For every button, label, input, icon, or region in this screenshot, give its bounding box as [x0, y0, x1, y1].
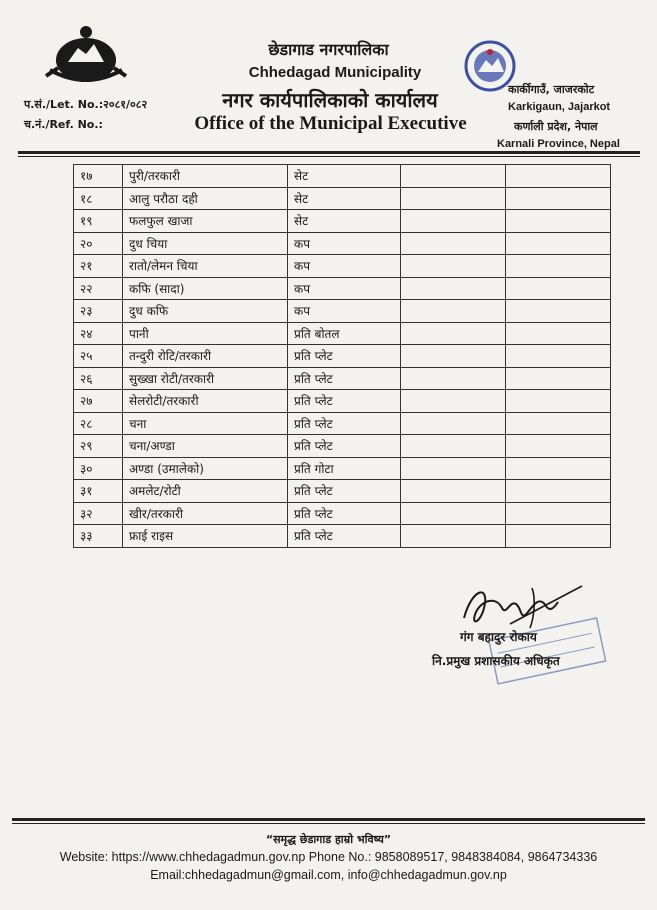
- serial-number-cell: ३२: [74, 502, 123, 525]
- empty-cell: [401, 480, 506, 503]
- empty-cell: [506, 412, 611, 435]
- empty-cell: [401, 502, 506, 525]
- empty-cell: [401, 187, 506, 210]
- table-row: [74, 300, 611, 323]
- header-divider-thin: [18, 156, 640, 157]
- table-row: [74, 277, 611, 300]
- item-name-cell: सेलरोटी/तरकारी: [123, 390, 288, 413]
- unit-cell: सेट: [288, 165, 401, 188]
- empty-cell: [401, 165, 506, 188]
- empty-cell: [506, 255, 611, 278]
- empty-cell: [506, 502, 611, 525]
- unit-cell: प्रति प्लेट: [288, 502, 401, 525]
- empty-cell: [506, 277, 611, 300]
- address-en: Karkigaun, Jajarkot: [508, 101, 611, 113]
- empty-cell: [506, 187, 611, 210]
- empty-cell: [506, 165, 611, 188]
- unit-cell: प्रति प्लेट: [288, 480, 401, 503]
- item-name-cell: सुख्खा रोटी/तरकारी: [123, 367, 288, 390]
- municipality-name-np: छेडागाड नगरपालिका: [268, 40, 389, 59]
- empty-cell: [506, 210, 611, 233]
- address-np: कार्कीगाउँ, जाजरकोट: [508, 83, 595, 96]
- unit-cell: प्रति बोतल: [288, 322, 401, 345]
- empty-cell: [506, 322, 611, 345]
- serial-number-cell: ३१: [74, 480, 123, 503]
- table-row: [74, 322, 611, 345]
- serial-number-cell: १९: [74, 210, 123, 233]
- unit-cell: प्रति प्लेट: [288, 367, 401, 390]
- empty-cell: [506, 300, 611, 323]
- unit-cell: प्रति गोटा: [288, 457, 401, 480]
- unit-cell: प्रति प्लेट: [288, 412, 401, 435]
- office-name-np: नगर कार्यपालिकाको कार्यालय: [222, 88, 438, 112]
- serial-number-cell: १७: [74, 165, 123, 188]
- letter-number: प.सं./Let. No.:२०८१/०८२: [24, 98, 148, 111]
- serial-number-cell: ३०: [74, 457, 123, 480]
- empty-cell: [506, 480, 611, 503]
- table-row: [74, 255, 611, 278]
- item-name-cell: तन्दुरी रोटि/तरकारी: [123, 345, 288, 368]
- serial-number-cell: २६: [74, 367, 123, 390]
- footer-divider-thin: [12, 823, 645, 824]
- serial-number-cell: २०: [74, 232, 123, 255]
- unit-cell: सेट: [288, 187, 401, 210]
- footer-email: Email:chhedagadmun@gmail.com, info@chhedagadmun.gov.np: [150, 868, 507, 882]
- item-name-cell: आलु परौठा दही: [123, 187, 288, 210]
- empty-cell: [506, 457, 611, 480]
- province-np: कर्णाली प्रदेश, नेपाल: [514, 120, 598, 133]
- province-en: Karnali Province, Nepal: [497, 138, 620, 150]
- serial-number-cell: २५: [74, 345, 123, 368]
- item-name-cell: खीर/तरकारी: [123, 502, 288, 525]
- unit-cell: कप: [288, 232, 401, 255]
- unit-cell: प्रति प्लेट: [288, 525, 401, 548]
- unit-cell: सेट: [288, 210, 401, 233]
- table-row: [74, 412, 611, 435]
- item-name-cell: रातो/लेमन चिया: [123, 255, 288, 278]
- table-row: [74, 435, 611, 458]
- serial-number-cell: २९: [74, 435, 123, 458]
- empty-cell: [401, 300, 506, 323]
- unit-cell: प्रति प्लेट: [288, 390, 401, 413]
- table-row: [74, 232, 611, 255]
- empty-cell: [401, 435, 506, 458]
- empty-cell: [401, 525, 506, 548]
- official-stamp-icon: [472, 610, 612, 690]
- unit-cell: प्रति प्लेट: [288, 435, 401, 458]
- rate-table: [73, 164, 611, 548]
- table-row: [74, 457, 611, 480]
- empty-cell: [506, 390, 611, 413]
- unit-cell: कप: [288, 277, 401, 300]
- item-name-cell: दुध कफि: [123, 300, 288, 323]
- table-row: [74, 187, 611, 210]
- office-name-en: Office of the Municipal Executive: [194, 113, 467, 134]
- table-row: [74, 390, 611, 413]
- empty-cell: [401, 232, 506, 255]
- empty-cell: [401, 322, 506, 345]
- empty-cell: [401, 277, 506, 300]
- footer-website-phone: Website: https://www.chhedagadmun.gov.np Phone No.: 9858089517, 9848384084, 9864734336: [59, 850, 598, 864]
- item-name-cell: चना: [123, 412, 288, 435]
- reference-number: च.नं./Ref. No.:: [24, 118, 103, 131]
- empty-cell: [401, 390, 506, 413]
- item-name-cell: पुरी/तरकारी: [123, 165, 288, 188]
- table-row: [74, 345, 611, 368]
- item-name-cell: पानी: [123, 322, 288, 345]
- empty-cell: [401, 412, 506, 435]
- empty-cell: [401, 457, 506, 480]
- empty-cell: [506, 232, 611, 255]
- item-name-cell: दुध चिया: [123, 232, 288, 255]
- empty-cell: [506, 367, 611, 390]
- empty-cell: [401, 210, 506, 233]
- unit-cell: कप: [288, 300, 401, 323]
- serial-number-cell: २३: [74, 300, 123, 323]
- item-name-cell: कफि (सादा): [123, 277, 288, 300]
- signatory-name: गंग बहादुर रोकाय: [460, 630, 537, 644]
- footer-motto: “समृद्ध छेडागाड हाम्रो भविष्य”: [265, 833, 392, 846]
- empty-cell: [506, 345, 611, 368]
- item-name-cell: अण्डा (उमालेको): [123, 457, 288, 480]
- municipality-name-en: Chhedagad Municipality: [248, 64, 422, 81]
- table-row: [74, 367, 611, 390]
- unit-cell: कप: [288, 255, 401, 278]
- item-name-cell: फलफुल खाजा: [123, 210, 288, 233]
- unit-cell: प्रति प्लेट: [288, 345, 401, 368]
- empty-cell: [506, 525, 611, 548]
- item-name-cell: अमलेट/रोटी: [123, 480, 288, 503]
- empty-cell: [506, 435, 611, 458]
- empty-cell: [401, 345, 506, 368]
- serial-number-cell: २७: [74, 390, 123, 413]
- empty-cell: [401, 367, 506, 390]
- serial-number-cell: २२: [74, 277, 123, 300]
- table-row: [74, 480, 611, 503]
- table-row: [74, 525, 611, 548]
- table-row: [74, 502, 611, 525]
- table-row: [74, 210, 611, 233]
- serial-number-cell: १८: [74, 187, 123, 210]
- signatory-title: नि.प्रमुख प्रशासकीय अधिकृत: [432, 654, 560, 668]
- empty-cell: [401, 255, 506, 278]
- serial-number-cell: ३३: [74, 525, 123, 548]
- header-divider: [18, 151, 640, 154]
- item-name-cell: चना/अण्डा: [123, 435, 288, 458]
- serial-number-cell: २८: [74, 412, 123, 435]
- serial-number-cell: २१: [74, 255, 123, 278]
- item-name-cell: फ्राई राइस: [123, 525, 288, 548]
- serial-number-cell: २४: [74, 322, 123, 345]
- footer-divider: [12, 818, 645, 821]
- table-row: [74, 165, 611, 188]
